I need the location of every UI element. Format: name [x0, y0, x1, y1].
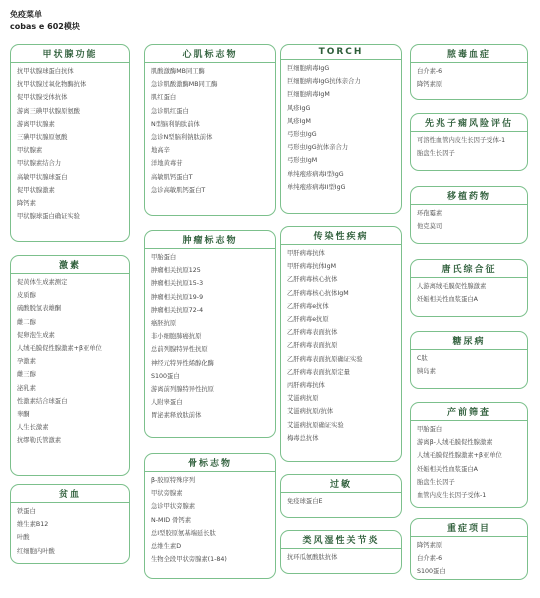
- item-list: [11, 274, 129, 448]
- list-item: 甲状腺素结合力: [17, 160, 62, 168]
- panel-title: 糖尿病: [411, 332, 527, 350]
- allergy-panel: [280, 474, 402, 518]
- list-item: 妊娠相关性血浆蛋白A: [417, 296, 478, 304]
- list-item: 单纯疱疹病毒I型IgG: [287, 170, 344, 178]
- panel-title: 激素: [11, 256, 129, 274]
- item-list: [145, 63, 275, 197]
- item-list: [11, 63, 129, 223]
- list-item: 抗甲状腺球蛋白抗体: [17, 68, 74, 75]
- panel-title: TORCH: [281, 45, 401, 60]
- list-item: 风疹IgM: [287, 117, 311, 125]
- item-list: [145, 472, 275, 566]
- list-item: 降钙素原: [417, 81, 443, 89]
- list-item: 巨细胞病毒IgG: [287, 65, 330, 72]
- list-item: 甲胎蛋白: [151, 254, 177, 261]
- list-item: 肌红蛋白: [151, 94, 177, 102]
- item-list: [411, 132, 527, 160]
- list-item: 梅毒总抗体: [287, 434, 319, 442]
- list-item: 叶酸: [17, 534, 30, 542]
- list-item: 胎盘生长因子: [417, 478, 455, 486]
- item-list: [281, 60, 401, 194]
- list-item: 红细胞内叶酸: [17, 547, 55, 555]
- list-item: 急诊高敏肌钙蛋白T: [151, 186, 206, 194]
- list-item: 甲状旁腺素: [151, 490, 183, 498]
- list-item: 甲胎蛋白: [417, 426, 443, 433]
- list-item: 性激素结合球蛋白: [17, 397, 68, 405]
- list-item: 白介素-6: [417, 68, 443, 75]
- list-item: 高敏甲状腺球蛋白: [17, 173, 68, 181]
- list-item: 抗环瓜氨酸肽抗体: [287, 554, 338, 561]
- list-item: 人绒毛膜促性腺激素+β亚单位: [417, 452, 502, 460]
- torch-panel: [280, 44, 402, 214]
- list-item: 游离前列腺特异性抗原: [151, 386, 214, 394]
- infect-panel: [280, 226, 402, 462]
- list-item: 促黄体生成素测定: [17, 279, 68, 286]
- list-item: 游离β-人绒毛膜促性腺激素: [417, 439, 493, 447]
- list-item: 肿瘤相关抗原72-4: [151, 306, 204, 314]
- list-item: 总I型胶原氨基端延长肽: [151, 529, 216, 537]
- list-item: 环孢霉素: [417, 210, 443, 217]
- list-item: 急诊N型脑利钠肽前体: [151, 134, 213, 142]
- list-item: 甲状腺球蛋白确证实验: [17, 213, 80, 221]
- list-item: 孕激素: [17, 358, 36, 366]
- list-item: 人附睾蛋白: [151, 399, 183, 407]
- list-item: 他克莫司: [417, 223, 443, 231]
- list-item: 甲状腺素: [17, 147, 43, 155]
- module-title: cobas e 602模块: [10, 22, 80, 31]
- sepsis-panel: [410, 44, 528, 100]
- tumor-panel: [144, 230, 276, 438]
- list-item: 促甲状腺激素: [17, 186, 55, 194]
- list-item: 总维生素D: [151, 543, 182, 551]
- panel-title: 传染性疾病: [281, 227, 401, 245]
- list-item: 甲肝病毒抗体IgM: [287, 263, 337, 271]
- list-item: 艾滋病抗原确证实验: [287, 421, 344, 429]
- list-item: 高敏肌钙蛋白T: [151, 173, 193, 181]
- list-item: 艾滋病抗原/抗体: [287, 408, 334, 416]
- list-item: 甲肝病毒抗体: [287, 250, 325, 257]
- transplant-panel: [410, 186, 528, 244]
- list-item: 肿瘤相关抗原19-9: [151, 293, 204, 301]
- list-item: 乙肝病毒表面抗原确证实验: [287, 355, 363, 363]
- list-item: 血管内皮生长因子受体-1: [417, 492, 487, 500]
- list-item: 降钙素原: [417, 542, 443, 549]
- list-item: 急诊肌酸激酶MB同工酶: [151, 81, 218, 89]
- list-item: 生物全段甲状旁腺素(1-84): [151, 556, 227, 564]
- prenatal-panel: [410, 402, 528, 508]
- item-list: [281, 493, 401, 508]
- list-item: N型脑利钠肽前体: [151, 120, 200, 128]
- panel-title: 心肌标志物: [145, 45, 275, 63]
- hormone-panel: [10, 255, 130, 476]
- panel-title: 甲状腺功能: [11, 45, 129, 63]
- list-item: 急诊肌红蛋白: [151, 107, 189, 115]
- list-item: 三碘甲状腺原氨酸: [17, 134, 68, 142]
- list-item: 非小细胞肺癌抗原: [151, 333, 202, 341]
- panel-title: 类风湿性关节炎: [281, 531, 401, 549]
- list-item: S100蛋白: [151, 372, 180, 380]
- menu-title: 免疫菜单: [10, 10, 42, 19]
- item-list: [411, 537, 527, 579]
- list-item: 弓形虫IgM: [287, 157, 318, 165]
- list-item: N-MID 骨钙素: [151, 516, 192, 524]
- list-item: 胃泌素释放肽前体: [151, 412, 202, 420]
- list-item: 巨细胞病毒IgG抗体亲合力: [287, 78, 361, 86]
- list-item: 胰岛素: [417, 368, 436, 376]
- list-item: 癌胚抗原: [151, 320, 177, 328]
- list-item: 人绒毛膜促性腺激素+β亚单位: [17, 345, 102, 353]
- list-item: 人生长激素: [17, 424, 49, 432]
- item-list: [145, 249, 275, 423]
- panel-title: 产前筛查: [411, 403, 527, 421]
- item-list: [411, 63, 527, 91]
- list-item: 风疹IgG: [287, 104, 311, 112]
- list-item: S100蛋白: [417, 568, 446, 576]
- list-item: 皮质醇: [17, 292, 36, 300]
- list-item: 肿瘤相关抗原125: [151, 267, 201, 275]
- list-item: 降钙素: [17, 200, 36, 208]
- list-item: C肽: [417, 355, 428, 362]
- list-item: 促甲状腺受体抗体: [17, 94, 68, 102]
- down-panel: [410, 259, 528, 317]
- panel-title: 重症项目: [411, 519, 527, 537]
- list-item: 神经元特异性烯醇化酶: [151, 359, 214, 367]
- diabetes-panel: [410, 331, 528, 389]
- item-list: [281, 549, 401, 564]
- list-item: 乙肝病毒e抗体: [287, 302, 329, 310]
- item-list: [411, 421, 527, 502]
- panel-title: 唐氏综合征: [411, 260, 527, 278]
- list-item: 乙肝病毒表面抗体: [287, 329, 338, 337]
- list-item: 弓形虫IgG: [287, 131, 317, 139]
- list-item: 抗甲状腺过氧化物酶抗体: [17, 81, 87, 89]
- list-item: 铁蛋白: [17, 508, 36, 515]
- list-item: 丙肝病毒抗体: [287, 382, 325, 390]
- list-item: 艾滋病抗原: [287, 395, 319, 403]
- panel-title: 贫血: [11, 485, 129, 503]
- panel-title: 先兆子痫风险评估: [411, 114, 527, 132]
- list-item: β-胶原特殊序列: [151, 477, 196, 484]
- item-list: [281, 245, 401, 445]
- cardiac-panel: [144, 44, 276, 216]
- list-item: 维生素B12: [17, 521, 49, 529]
- panel-title: 肿瘤标志物: [145, 231, 275, 249]
- list-item: 单纯疱疹病毒II型IgG: [287, 183, 346, 191]
- list-item: 乙肝病毒核心抗体: [287, 276, 338, 284]
- list-item: 洋地黄毒苷: [151, 160, 183, 168]
- list-item: 促卵泡生成素: [17, 331, 55, 339]
- list-item: 雌三醇: [17, 371, 36, 379]
- list-item: 肌酸激酶MB同工酶: [151, 68, 205, 75]
- list-item: 急诊甲状旁腺素: [151, 503, 196, 511]
- list-item: 乙肝病毒表面抗原: [287, 342, 338, 350]
- list-item: 白介素-6: [417, 555, 443, 563]
- item-list: [11, 503, 129, 558]
- critical-panel: [410, 518, 528, 580]
- list-item: 可溶性血管内皮生长因子受体-1: [417, 137, 506, 144]
- list-item: 乙肝病毒e抗原: [287, 316, 329, 324]
- panel-title: 骨标志物: [145, 454, 275, 472]
- anemia-panel: [10, 484, 130, 564]
- list-item: 地高辛: [151, 147, 170, 155]
- list-item: 人游离绒毛膜促性腺激素: [417, 283, 487, 290]
- list-item: 抗缪勒氏管激素: [17, 437, 62, 445]
- list-item: 妊娠相关性血浆蛋白A: [417, 465, 478, 473]
- bone-panel: [144, 453, 276, 579]
- list-item: 巨细胞病毒IgM: [287, 91, 330, 99]
- list-item: 乙肝病毒核心抗体IgM: [287, 289, 349, 297]
- list-item: 游离三碘甲状腺原氨酸: [17, 107, 80, 115]
- list-item: 乙肝病毒表面抗原定量: [287, 368, 350, 376]
- list-item: 泌乳素: [17, 384, 36, 392]
- rheum-panel: [280, 530, 402, 574]
- thyroid-panel: [10, 44, 130, 242]
- item-list: [411, 205, 527, 233]
- list-item: 肿瘤相关抗原15-3: [151, 280, 204, 288]
- preeclampsia-panel: [410, 113, 528, 171]
- list-item: 雌二醇: [17, 318, 36, 326]
- panel-title: 脓毒血症: [411, 45, 527, 63]
- list-item: 睾酮: [17, 411, 30, 419]
- list-item: 胎盘生长因子: [417, 150, 455, 158]
- panel-title: 移植药物: [411, 187, 527, 205]
- list-item: 硫酸脱氢表雄酮: [17, 305, 62, 313]
- list-item: 弓形虫IgG抗体亲合力: [287, 144, 349, 152]
- item-list: [411, 350, 527, 378]
- list-item: 游离甲状腺素: [17, 120, 55, 128]
- list-item: 总前列腺特异性抗原: [151, 346, 208, 354]
- list-item: 免疫球蛋白E: [287, 498, 323, 505]
- panel-title: 过敏: [281, 475, 401, 493]
- item-list: [411, 278, 527, 306]
